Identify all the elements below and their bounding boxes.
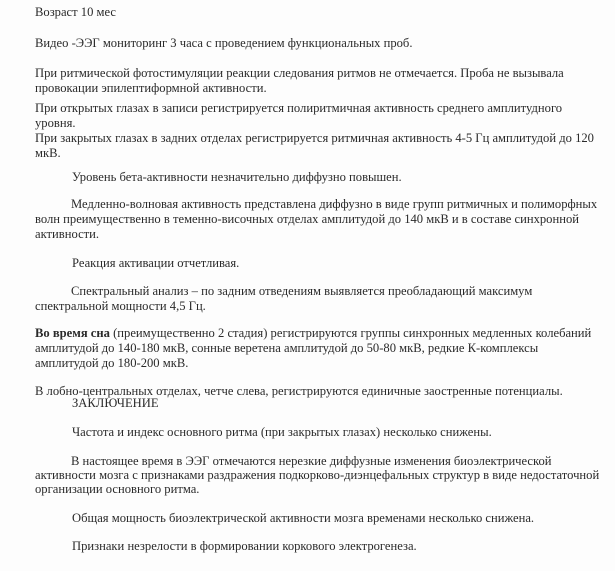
conclusion-power: Общая мощность биоэлектрической активности мозга временами несколько снижена. (72, 511, 535, 525)
video-eeg-line: Видео -ЭЭГ мониторинг 3 часа с проведением функциональных проб. (35, 36, 413, 50)
closed-eyes-paragraph: При закрытых глазах в задних отделах регистрируется ритмичная активность 4-5 Гц амплитудой до 120 мкВ. (35, 131, 594, 160)
activation-paragraph: Реакция активации отчетливая. (72, 256, 240, 270)
beta-paragraph: Уровень бета-активности незначительно диффузно повышен. (72, 170, 402, 184)
open-eyes-paragraph: При открытых глазах в записи регистрируется полиритмичная активность среднего амплитудного уровня. (35, 101, 563, 130)
photostimulation-paragraph: При ритмической фотостимуляции реакции следования ритмов не отмечается. Проба не вызывала провокации эпилептиформной активности. (35, 66, 564, 95)
sleep-paragraph: Во время сна (преимущественно 2 стадия) регистрируются группы синхронных медленных колебаний амплитудой до 140-180 мкВ, сонные веретена амплитудой до 50-80 мкВ, редкие К-комплексы амплитудой до 180-200 мкВ. (35, 326, 592, 370)
slow-wave-paragraph: Медленно-волновая активность представлена диффузно в виде групп ритмичных и полиморфных волн преимущественно в теменно-височных отделах амплитудой до 140 мкВ и в составе синхронной активности. (35, 197, 598, 241)
conclusion-current: В настоящее время в ЭЭГ отмечаются нерезкие диффузные изменения биоэлектрической активности мозга с признаками раздражения подкорково-диэнцефальных структур в виде недостаточной организации основного ритма. (35, 454, 600, 496)
spectral-paragraph: Спектральный анализ – по задним отведениям выявляется преобладающий максимум спектральной мощности 4,5 Гц. (35, 284, 533, 313)
sleep-label: Во время сна (35, 326, 110, 340)
conclusion-immaturity: Признаки незрелости в формировании коркового электрогенеза. (72, 539, 417, 553)
frontal-paragraph: В лобно-центральных отделах, четче слева, регистрируются единичные заостренные потенциалы. (35, 384, 563, 398)
conclusion-frequency: Частота и индекс основного ритма (при закрытых глазах) несколько снижены. (72, 425, 492, 439)
conclusion-heading: ЗАКЛЮЧЕНИЕ (72, 396, 159, 410)
age-line: Возраст 10 мес (35, 5, 117, 19)
